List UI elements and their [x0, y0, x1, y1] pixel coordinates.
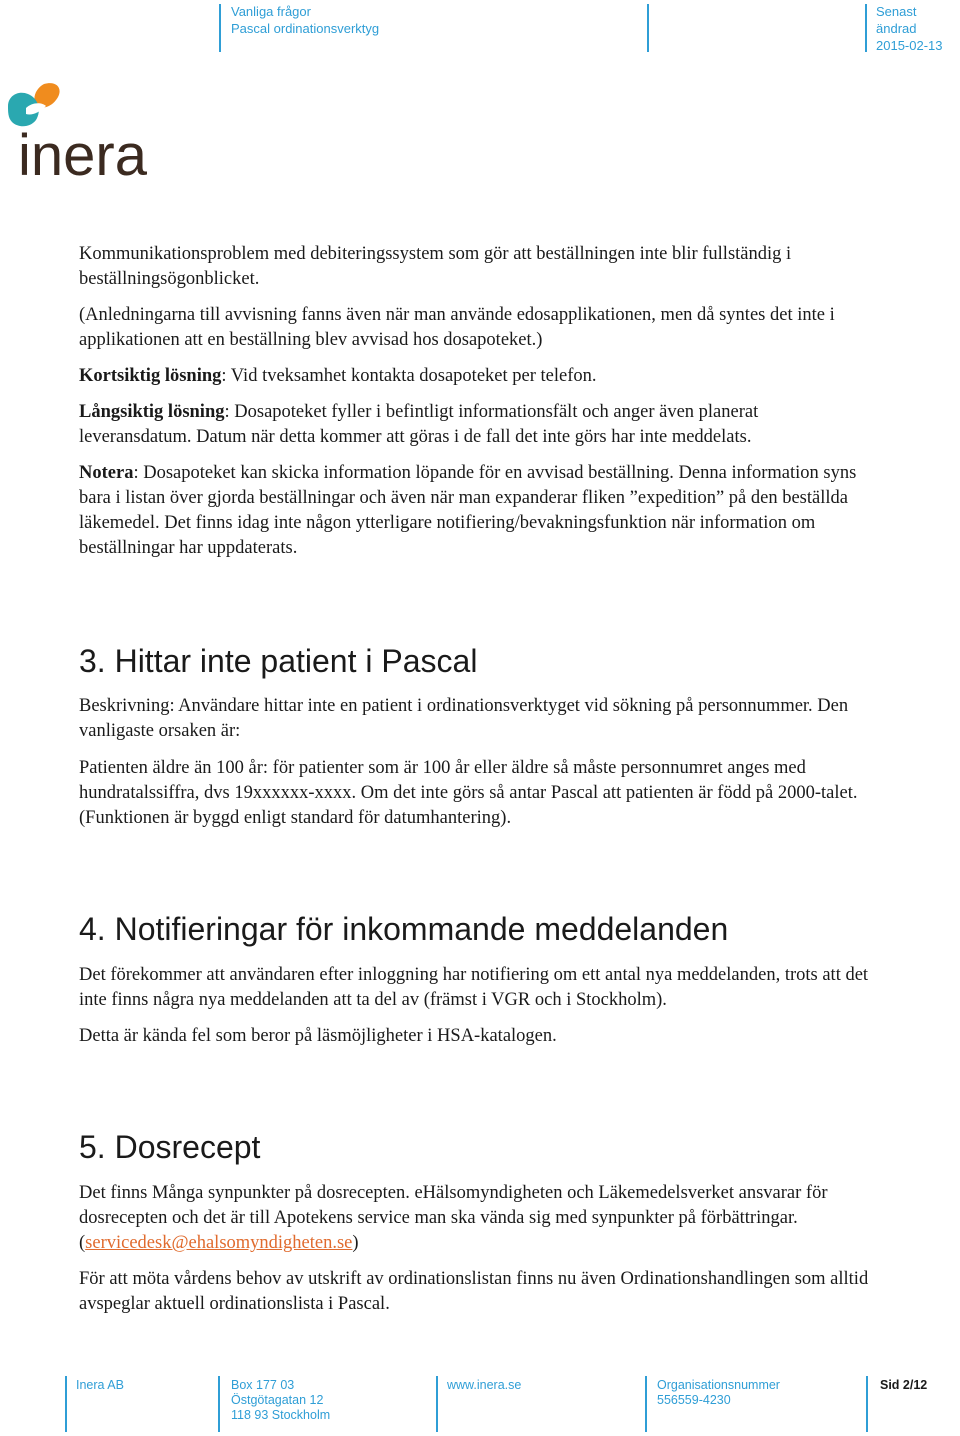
footer-address-line: 118 93 Stockholm [231, 1408, 331, 1422]
section-3-paragraph: Patienten äldre än 100 år: för patienter som är 100 år eller äldre så måste personnumret anges med hundratalssiffra, dvs 19xxxxxx-xxxx. Om det inte görs så antar Pascal att patienten är född på 2000-talet. (Funktionen är byggd enligt standard för datumhantering). [79, 758, 858, 828]
header-divider [865, 4, 867, 52]
note-label: Notera [79, 463, 134, 483]
footer-org-label: Organisationsnummer [657, 1378, 780, 1392]
section-4-body [79, 963, 869, 1049]
footer-org-number: 556559-4230 [657, 1393, 731, 1407]
page-header [0, 0, 960, 60]
logo-wordmark: inera [18, 123, 147, 182]
footer-address-line: Östgötagatan 12 [231, 1393, 324, 1407]
footer-divider [65, 1376, 67, 1432]
footer-divider [436, 1376, 438, 1432]
intro-paragraph: Kommunikationsproblem med debiteringssystem som gör att beställningen inte blir fullständig i beställningsögonblicket. [79, 244, 792, 289]
short-term-solution [79, 364, 869, 389]
section-5-heading: 5. Dosrecept [79, 1129, 261, 1165]
section-4-paragraph: Detta är kända fel som beror på läsmöjligheter i HSA-katalogen. [79, 1026, 557, 1046]
footer-divider [645, 1376, 647, 1432]
footer-address [231, 1378, 330, 1423]
section-5-text-end: ) [352, 1233, 359, 1253]
inera-logo [6, 82, 166, 182]
section-4-heading: 4. Notifieringar för inkommande meddelanden [79, 911, 729, 947]
page-footer [0, 1372, 960, 1436]
servicedesk-email-link[interactable]: servicedesk@ehalsomyndigheten.se [85, 1233, 353, 1253]
intro-section [79, 242, 869, 561]
long-term-text: : Dosapoteket fyller i befintligt informationsfält och anger även planerat leveransdatum. Datum när detta kommer att göras i de fall det inte görs har inte meddelats. [79, 402, 759, 447]
footer-org [657, 1378, 780, 1408]
short-term-label: Kortsiktig lösning [79, 366, 222, 386]
intro-paragraph: (Anledningarna till avvisning fanns även när man använde edosapplikationen, men då syntes det inte i applikationen att en beställning blev avvisad hos dosapoteket.) [79, 305, 835, 350]
section-4-paragraph: Det förekommer att användaren efter inloggning har notifiering om ett antal nya meddelanden, trots att det inte finns några nya meddelanden att ta del av (främst i VGR och i Stockholm). [79, 965, 869, 1010]
section-5-body [79, 1181, 869, 1317]
header-date-info [876, 3, 960, 54]
page-number: Sid 2/12 [880, 1378, 928, 1392]
header-divider [219, 4, 221, 52]
header-date-value: 2015-02-13 [876, 38, 943, 53]
header-divider [647, 4, 649, 52]
short-term-text: : Vid tveksamhet kontakta dosapoteket per telefon. [221, 366, 597, 386]
header-doc-info [231, 3, 379, 37]
section-5-text: Det finns Många synpunkter på dosrecepten. eHälsomyndigheten och Läkemedelsverket ansvarar för dosrecepten och det är till Apotekens service man ska vända sig med synpunkter på förbättringar. ( [79, 1183, 828, 1253]
long-term-solution [79, 400, 869, 450]
section-3-heading: 3. Hittar inte patient i Pascal [79, 643, 478, 679]
section-3-paragraph: Beskrivning: Användare hittar inte en patient i ordinationsverktyget vid sökning på personnummer. Den vanligaste orsaken är: [79, 696, 849, 741]
footer-divider [866, 1376, 868, 1432]
note-paragraph [79, 461, 869, 561]
header-date-label: Senast ändrad [876, 4, 917, 36]
footer-company: Inera AB [76, 1378, 124, 1392]
header-doc-title: Pascal ordinationsverktyg [231, 21, 380, 36]
long-term-label: Långsiktig lösning [79, 402, 225, 422]
note-text: : Dosapoteket kan skicka information löpande för en avvisad beställning. Denna information syns bara i listan över gjorda beställningar och även när man expanderar fliken ”expedition” på den beställda läkemedel. Det finns idag inte någon ytterligare notifiering/bevakningsfunktion när information om beställningar har uppdaterats. [79, 463, 857, 558]
footer-divider [218, 1376, 220, 1432]
section-5-paragraph: För att möta vårdens behov av utskrift av ordinationslistan finns nu även Ordinationshandlingen som alltid avspeglar aktuell ordinationslista i Pascal. [79, 1269, 869, 1314]
header-doc-type: Vanliga frågor [231, 4, 311, 19]
footer-website-link[interactable]: www.inera.se [447, 1378, 522, 1392]
footer-address-line: Box 177 03 [231, 1378, 295, 1392]
section-5-paragraph [79, 1181, 869, 1256]
section-3-body [79, 694, 869, 831]
